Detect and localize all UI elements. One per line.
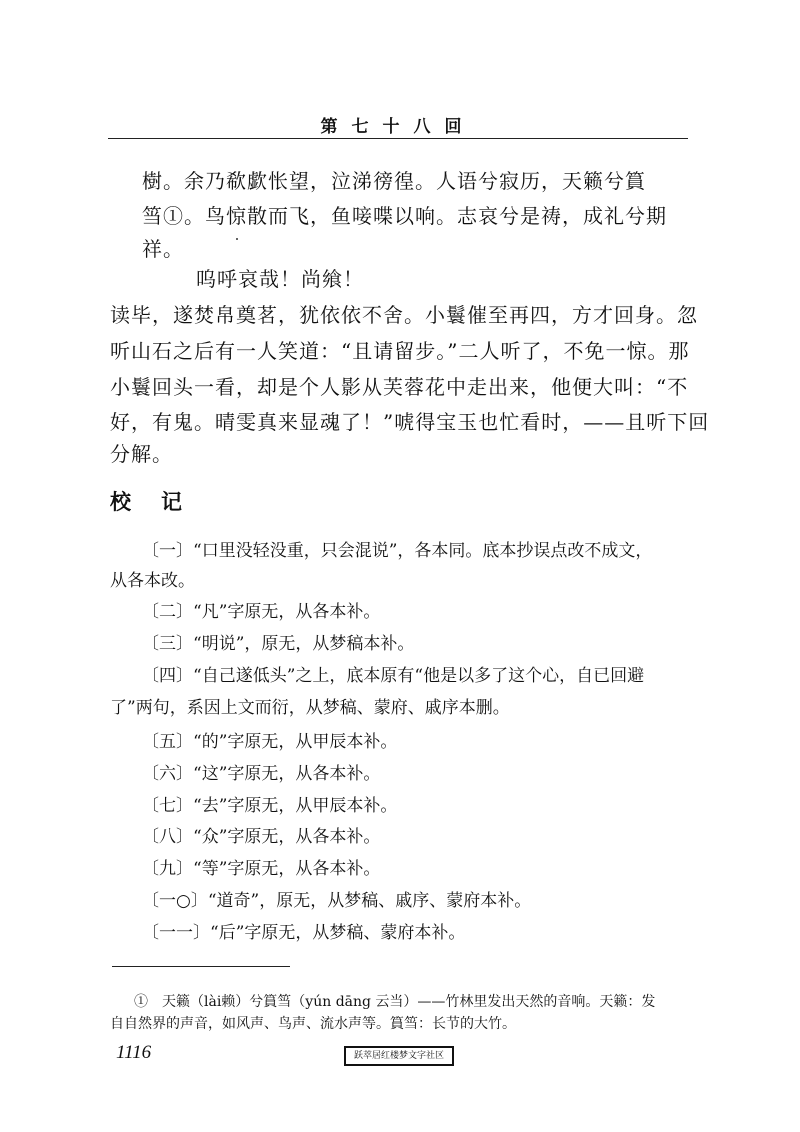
- footnote-line: 自自然界的声音，如风声、鸟声、流水声等。篔筜：长节的大竹。: [110, 1016, 516, 1032]
- poem-line: 筜①。鸟惊散而飞，鱼唼喋以响。志哀兮是祷，成礼兮期: [142, 204, 667, 228]
- note-item: 了”两句，系因上文而衍，从梦稿、蒙府、戚序本删。: [110, 698, 510, 718]
- note-item: 〔五〕“的”字原无，从甲辰本补。: [142, 732, 398, 752]
- prose-line: 好，有鬼。晴雯真来显魂了！”唬得宝玉也忙看时，——且听下回: [110, 410, 710, 434]
- prose-line: 听山石之后有一人笑道：“且请留步。”二人听了，不免一惊。那: [110, 339, 690, 363]
- prose-line: 读毕，遂焚帛奠茗，犹依依不舍。小鬟催至再四，方才回身。忽: [110, 303, 698, 327]
- note-item: 〔一〕“口里没轻没重，只会混说”，各本同。底本抄误点改不成文，: [142, 541, 653, 561]
- speck: [236, 238, 238, 240]
- note-item: 〔六〕“这”字原无，从各本补。: [142, 764, 381, 784]
- footnote-line: ① 天籁（lài赖）兮篔筜（yún dāng 云当）——竹林里发出天然的音响。天籁：发: [134, 994, 656, 1010]
- note-item: 〔二〕“凡”字原无，从各本补。: [142, 602, 381, 622]
- prose-line: 分解。: [110, 442, 173, 466]
- note-item: 从各本改。: [110, 571, 195, 591]
- note-item: 〔七〕“去”字原无，从甲辰本补。: [142, 796, 398, 816]
- footnote-rule: [112, 966, 290, 967]
- note-item: 〔九〕“等”字原无，从各本补。: [142, 859, 381, 879]
- page-header-title: 第七十八回: [320, 117, 476, 137]
- note-item: 〔四〕“自己遂低头”之上，底本原有“他是以多了这个心，自已回避: [142, 666, 645, 686]
- poem-line: 祥。: [142, 237, 184, 261]
- page-number: 1116: [116, 1042, 152, 1063]
- watermark-stamp: 跃萃居红楼梦文字社区: [344, 1046, 454, 1066]
- notes-section-title: 校记: [110, 489, 212, 514]
- note-item: 〔八〕“众”字原无，从各本补。: [142, 827, 381, 847]
- note-item: 〔一一〕“后”字原无，从梦稿、蒙府本补。: [142, 923, 466, 943]
- closing-line: 呜呼哀哉！尚飨！: [196, 267, 364, 291]
- prose-line: 小鬟回头一看，却是个人影从芙蓉花中走出来，他便大叫：“不: [110, 375, 689, 399]
- note-item: 〔一○〕“道奇”，原无，从梦稿、戚序、蒙府本补。: [142, 891, 532, 911]
- note-item: 〔三〕“明说”，原无，从梦稿本补。: [142, 634, 415, 654]
- header-rule: [108, 138, 688, 139]
- poem-line: 樹。余乃欷歔怅望，泣涕徬徨。人语兮寂历，天籁兮篔: [142, 169, 646, 193]
